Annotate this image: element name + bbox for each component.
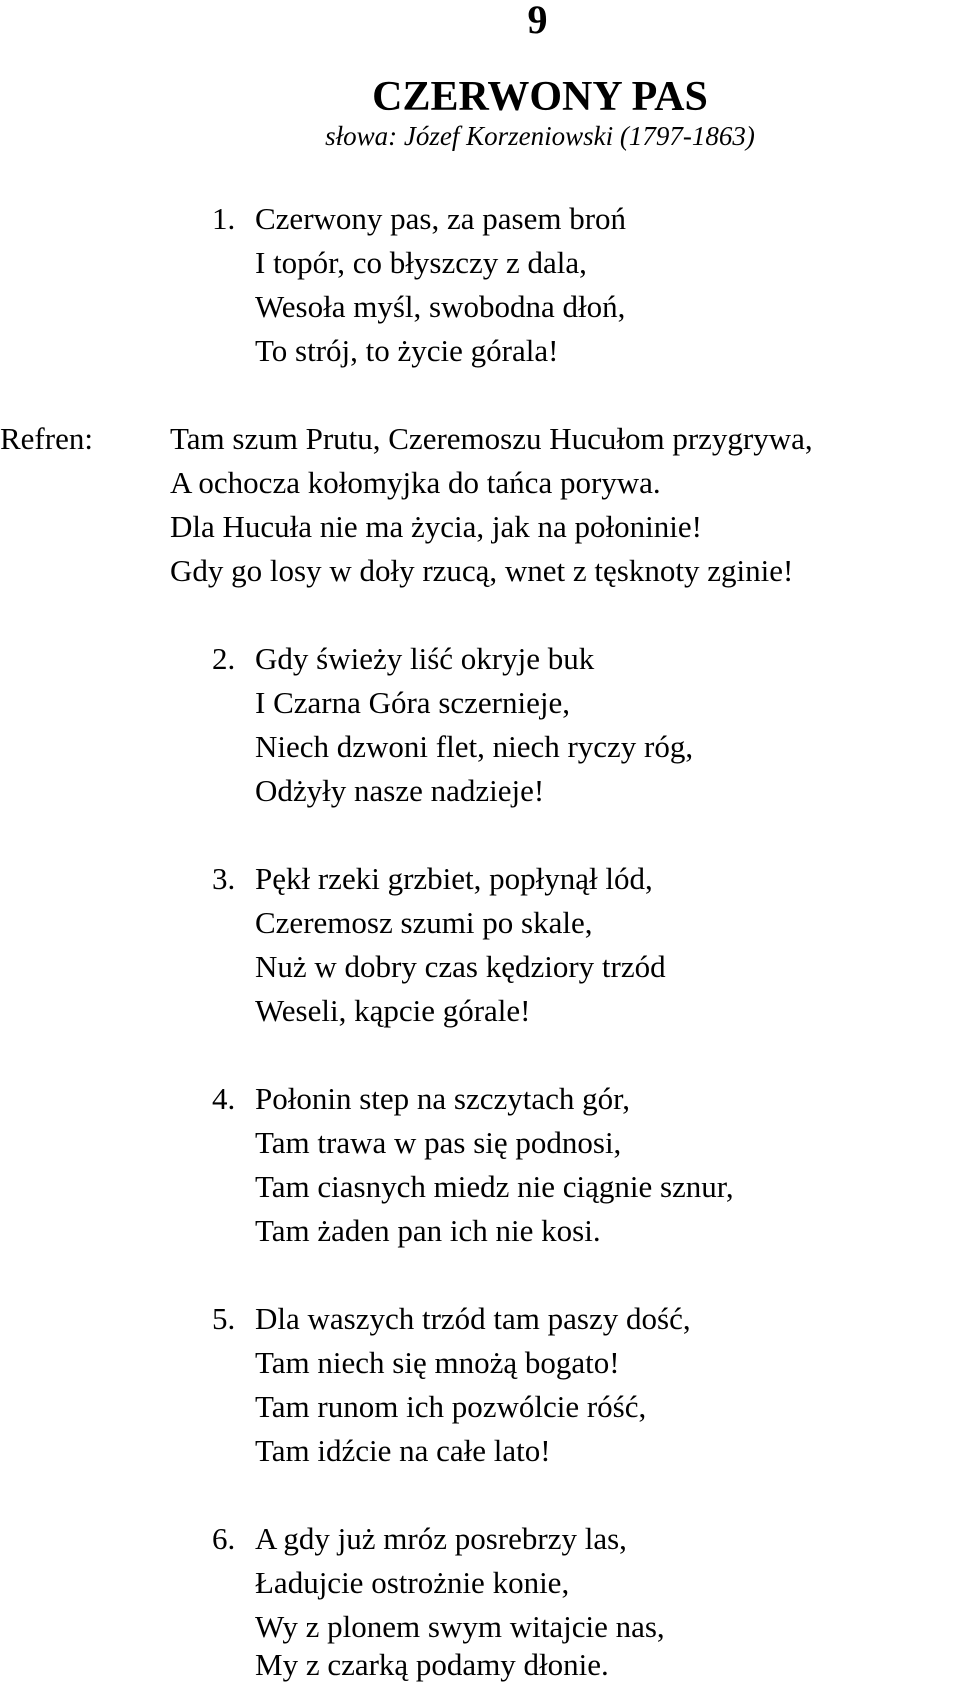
stanza-line: Tam niech się mnożą bogato! bbox=[255, 1345, 620, 1380]
stanza-line: Pękł rzeki grzbiet, popłynął lód, bbox=[255, 861, 653, 896]
stanza-line: I topór, co błyszczy z dala, bbox=[255, 245, 587, 280]
stanza-line: Tam idźcie na całe lato! bbox=[255, 1433, 551, 1468]
stanza-number: 2. bbox=[212, 641, 236, 676]
refrain-line: Tam szum Prutu, Czeremoszu Hucułom przygrywa, bbox=[170, 421, 813, 456]
stanza-line: Gdy świeży liść okryje buk bbox=[255, 641, 595, 676]
stanza-line: Czeremosz szumi po skale, bbox=[255, 905, 593, 940]
refrain-label: Refren: bbox=[0, 421, 93, 456]
song-author: słowa: Józef Korzeniowski (1797-1863) bbox=[325, 121, 755, 151]
stanza-number: 3. bbox=[212, 861, 236, 896]
stanza-line: Tam ciasnych miedz nie ciągnie sznur, bbox=[255, 1169, 734, 1204]
stanza-line: Połonin step na szczytach gór, bbox=[255, 1081, 630, 1116]
stanza-number: 1. bbox=[212, 201, 236, 236]
stanza-line: Tam runom ich pozwólcie róść, bbox=[255, 1389, 647, 1424]
stanza-line: Tam trawa w pas się podnosi, bbox=[255, 1125, 622, 1160]
stanza-line: Wesoła myśl, swobodna dłoń, bbox=[255, 289, 626, 324]
refrain-line: A ochocza kołomyjka do tańca porywa. bbox=[170, 465, 661, 500]
stanza-number: 4. bbox=[212, 1081, 236, 1116]
stanza-number: 5. bbox=[212, 1301, 236, 1336]
stanza-line: Dla waszych trzód tam paszy dość, bbox=[255, 1301, 691, 1336]
stanza-line: Czerwony pas, za pasem broń bbox=[255, 201, 627, 236]
stanza-line: I Czarna Góra sczernieje, bbox=[255, 685, 570, 720]
stanza-line: Niech dzwoni flet, niech ryczy róg, bbox=[255, 729, 694, 764]
stanza-line: A gdy już mróz posrebrzy las, bbox=[255, 1521, 627, 1556]
stanza-line: My z czarką podamy dłonie. bbox=[255, 1647, 609, 1682]
refrain-line: Gdy go losy w doły rzucą, wnet z tęsknoty zginie! bbox=[170, 553, 794, 588]
song-title: CZERWONY PAS bbox=[372, 74, 708, 120]
stanza-line: Weseli, kąpcie górale! bbox=[255, 993, 531, 1028]
page-number: 9 bbox=[527, 0, 548, 42]
stanza-line: To strój, to życie górala! bbox=[255, 333, 559, 368]
stanza-line: Ładujcie ostrożnie konie, bbox=[255, 1565, 570, 1600]
stanza-line: Odżyły nasze nadzieje! bbox=[255, 773, 545, 808]
refrain-line: Dla Hucuła nie ma życia, jak na połoninie! bbox=[170, 509, 702, 544]
stanza-line: Nuż w dobry czas kędziory trzód bbox=[255, 949, 666, 984]
stanza-line: Wy z plonem swym witajcie nas, bbox=[255, 1609, 665, 1644]
stanza-number: 6. bbox=[212, 1521, 236, 1556]
stanza-line: Tam żaden pan ich nie kosi. bbox=[255, 1213, 601, 1248]
